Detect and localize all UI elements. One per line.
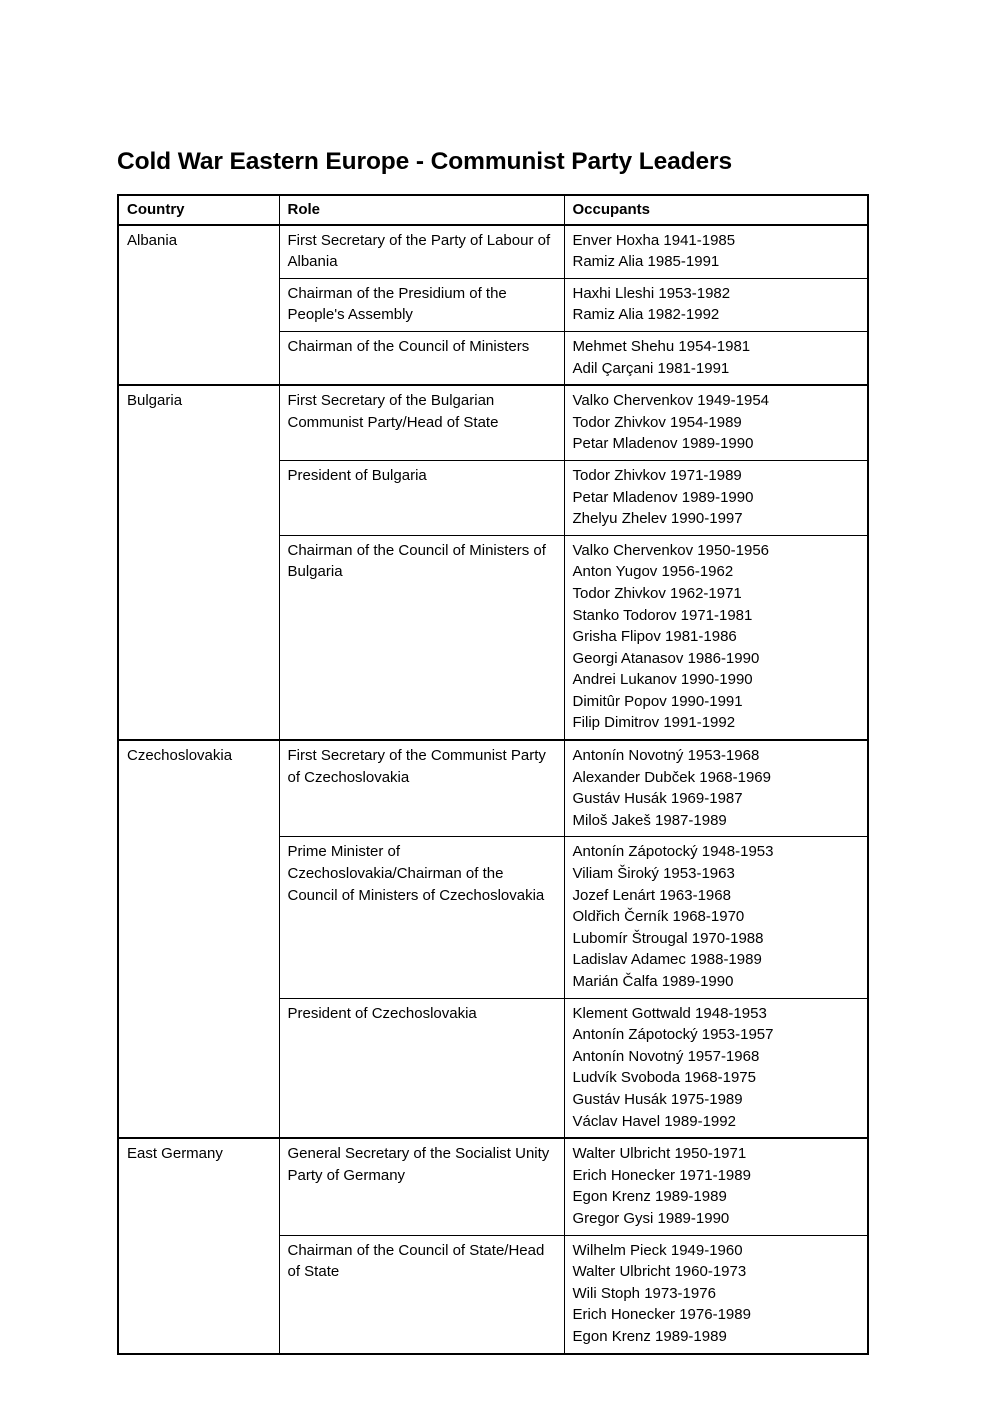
occupants-cell [564, 225, 868, 279]
occupant-entry: Václav Havel 1989-1992 [572, 1112, 736, 1130]
occupant-entry: Ramiz Alia 1982-1992 [572, 306, 720, 324]
role-cell: Chairman of the Council of Ministers [279, 331, 564, 385]
occupants-cell [564, 740, 868, 837]
occupant-entry: Zhelyu Zhelev 1990-1997 [572, 510, 743, 528]
occupant-entry: Marián Čalfa 1989-1990 [572, 973, 734, 990]
occupants-cell [564, 535, 868, 740]
occupant-entry: Antonín Novotný 1953-1968 [572, 747, 760, 765]
occupant-entry: Andrei Lukanov 1990-1990 [572, 671, 753, 689]
role-cell: President of Czechoslovakia [279, 998, 564, 1138]
table-row [118, 225, 868, 279]
occupants-cell [564, 1138, 868, 1235]
occupant-entry: Todor Zhivkov 1971-1989 [572, 466, 742, 484]
table-header [118, 195, 868, 225]
occupant-entry: Walter Ulbricht 1960-1973 [572, 1263, 747, 1281]
occupant-entry: Petar Mladenov 1989-1990 [572, 488, 754, 506]
occupant-entry: Erich Honecker 1971-1989 [572, 1166, 751, 1184]
occupants-cell [564, 331, 868, 385]
occupant-entry: Anton Yugov 1956-1962 [572, 563, 734, 581]
occupant-entry: Grisha Flipov 1981-1986 [572, 628, 737, 646]
occupant-entry: Wilhelm Pieck 1949-1960 [572, 1241, 743, 1259]
occupant-entry: Stanko Todorov 1971-1981 [572, 606, 753, 624]
occupants-cell [564, 998, 868, 1138]
occupant-entry: Ludvík Svoboda 1968-1975 [572, 1069, 756, 1087]
occupants-cell [564, 460, 868, 535]
role-cell: Chairman of the Council of State/Head of State [279, 1235, 564, 1353]
occupant-entry: Antonín Zápotocký 1948-1953 [572, 843, 774, 861]
role-cell: President of Bulgaria [279, 460, 564, 535]
occupant-entry: Gregor Gysi 1989-1990 [572, 1209, 730, 1227]
occupant-entry: Petar Mladenov 1989-1990 [572, 435, 754, 453]
occupant-entry: Lubomír Štrougal 1970-1988 [572, 929, 764, 947]
occupant-entry: Filip Dimitrov 1991-1992 [572, 714, 736, 732]
table-row [118, 1138, 868, 1235]
role-cell: Chairman of the Council of Ministers of Bulgaria [279, 535, 564, 740]
occupant-entry: Valko Chervenkov 1950-1956 [572, 541, 770, 559]
occupant-entry: Erich Honecker 1976-1989 [572, 1306, 751, 1324]
occupant-entry: Miloš Jakeš 1987-1989 [572, 811, 727, 829]
occupant-entry: Antonín Zápotocký 1953-1957 [572, 1026, 774, 1044]
role-cell: General Secretary of the Socialist Unity Party of Germany [279, 1138, 564, 1235]
occupants-cell [564, 385, 868, 460]
occupant-entry: Ladislav Adamec 1988-1989 [572, 951, 762, 969]
table-row [118, 740, 868, 837]
country-cell: East Germany [118, 1138, 279, 1353]
communist-party-leaders-table [117, 194, 869, 1355]
occupant-entry: Gustáv Husák 1975-1989 [572, 1090, 743, 1108]
occupant-entry: Georgi Atanasov 1986-1990 [572, 649, 760, 667]
occupant-entry: Antonín Novotný 1957-1968 [572, 1047, 760, 1065]
occupant-entry: Klement Gottwald 1948-1953 [572, 1004, 767, 1022]
occupant-entry: Enver Hoxha 1941-1985 [572, 231, 736, 249]
occupant-entry: Ramiz Alia 1985-1991 [572, 253, 720, 271]
column-header-role: Role [279, 195, 564, 225]
country-cell: Czechoslovakia [118, 740, 279, 1138]
occupant-entry: Alexander Dubček 1968-1969 [572, 768, 771, 786]
occupants-cell [564, 837, 868, 998]
occupant-entry: Viliam Široký 1953-1963 [572, 865, 735, 883]
occupants-cell [564, 1235, 868, 1353]
country-cell: Albania [118, 225, 279, 386]
occupant-entry: Walter Ulbricht 1950-1971 [572, 1145, 747, 1163]
occupant-entry: Todor Zhivkov 1962-1971 [572, 584, 742, 602]
occupant-entry: Mehmet Shehu 1954-1981 [572, 337, 751, 355]
occupant-entry: Oldřich Černík 1968-1970 [572, 908, 745, 926]
table-header-row [118, 195, 868, 225]
occupant-entry: Dimitûr Popov 1990-1991 [572, 692, 743, 710]
occupant-entry: Haxhi Lleshi 1953-1982 [572, 284, 731, 302]
occupant-entry: Egon Krenz 1989-1989 [572, 1188, 727, 1206]
role-cell: Prime Minister of Czechoslovakia/Chairman of the Council of Ministers of Czechoslovakia [279, 837, 564, 998]
occupant-entry: Gustáv Husák 1969-1987 [572, 790, 743, 808]
role-cell: First Secretary of the Party of Labour of Albania [279, 225, 564, 279]
table-body [118, 225, 868, 1354]
occupant-entry: Valko Chervenkov 1949-1954 [572, 392, 770, 410]
occupant-entry: Todor Zhivkov 1954-1989 [572, 413, 742, 431]
page-title: Cold War Eastern Europe - Communist Party Leaders [117, 148, 732, 175]
country-cell: Bulgaria [118, 385, 279, 740]
occupant-entry: Egon Krenz 1989-1989 [572, 1327, 727, 1345]
role-cell: First Secretary of the Bulgarian Communist Party/Head of State [279, 385, 564, 460]
occupant-entry: Jozef Lenárt 1963-1968 [572, 886, 731, 904]
occupants-cell [564, 278, 868, 331]
column-header-occupants: Occupants [564, 195, 868, 225]
occupant-entry: Wili Stoph 1973-1976 [572, 1284, 716, 1302]
role-cell: Chairman of the Presidium of the People's Assembly [279, 278, 564, 331]
table-row [118, 385, 868, 460]
role-cell: First Secretary of the Communist Party of Czechoslovakia [279, 740, 564, 837]
column-header-country: Country [118, 195, 279, 225]
occupant-entry: Adil Çarçani 1981-1991 [572, 359, 730, 377]
